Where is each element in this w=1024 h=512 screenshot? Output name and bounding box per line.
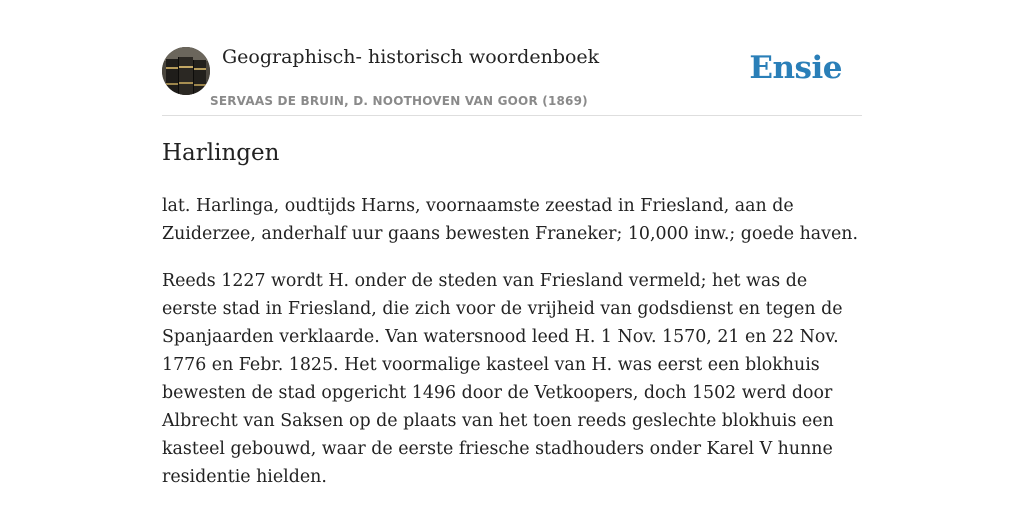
entry-paragraph: lat. Harlinga, oudtijds Harns, voornaamste zeestad in Friesland, aan de Zuiderzee, anderhalf uur gaans bewesten Franeker; 10,000 inw.; goede haven.	[162, 196, 858, 244]
entry-paragraph: Reeds 1227 wordt H. onder de steden van Friesland vermeld; het was de eerste stad in Friesland, die zich voor de vrijheid van godsdienst en tegen de Spanjaarden verklaarde. Van watersnood leed H. 1 Nov. 1570, 21 en 22 Nov. 1776 en Febr. 1825. Het voormalige kasteel van H. was eerst een blokhuis bewesten de stad opgericht 1496 door de Vetkoopers, doch 1502 werd door Albrecht van Saksen op de plaats van het toen reeds geslechte blokhuis een kasteel gebouwd, waar de eerste friesche stadhouders onder Karel V hunne residentie hielden.	[162, 271, 843, 487]
book-header	[162, 44, 862, 116]
book-spines-icon	[162, 47, 210, 95]
ensie-logo-link[interactable]: Ensie	[749, 50, 842, 86]
book-cover-avatar[interactable]	[162, 47, 210, 95]
entry-body	[162, 192, 862, 510]
book-title-link[interactable]: Geographisch- historisch woordenboek	[222, 46, 600, 68]
book-author: SERVAAS DE BRUIN, D. NOOTHOVEN VAN GOOR (1869)	[210, 94, 588, 108]
entry-headword: Harlingen	[162, 140, 280, 166]
